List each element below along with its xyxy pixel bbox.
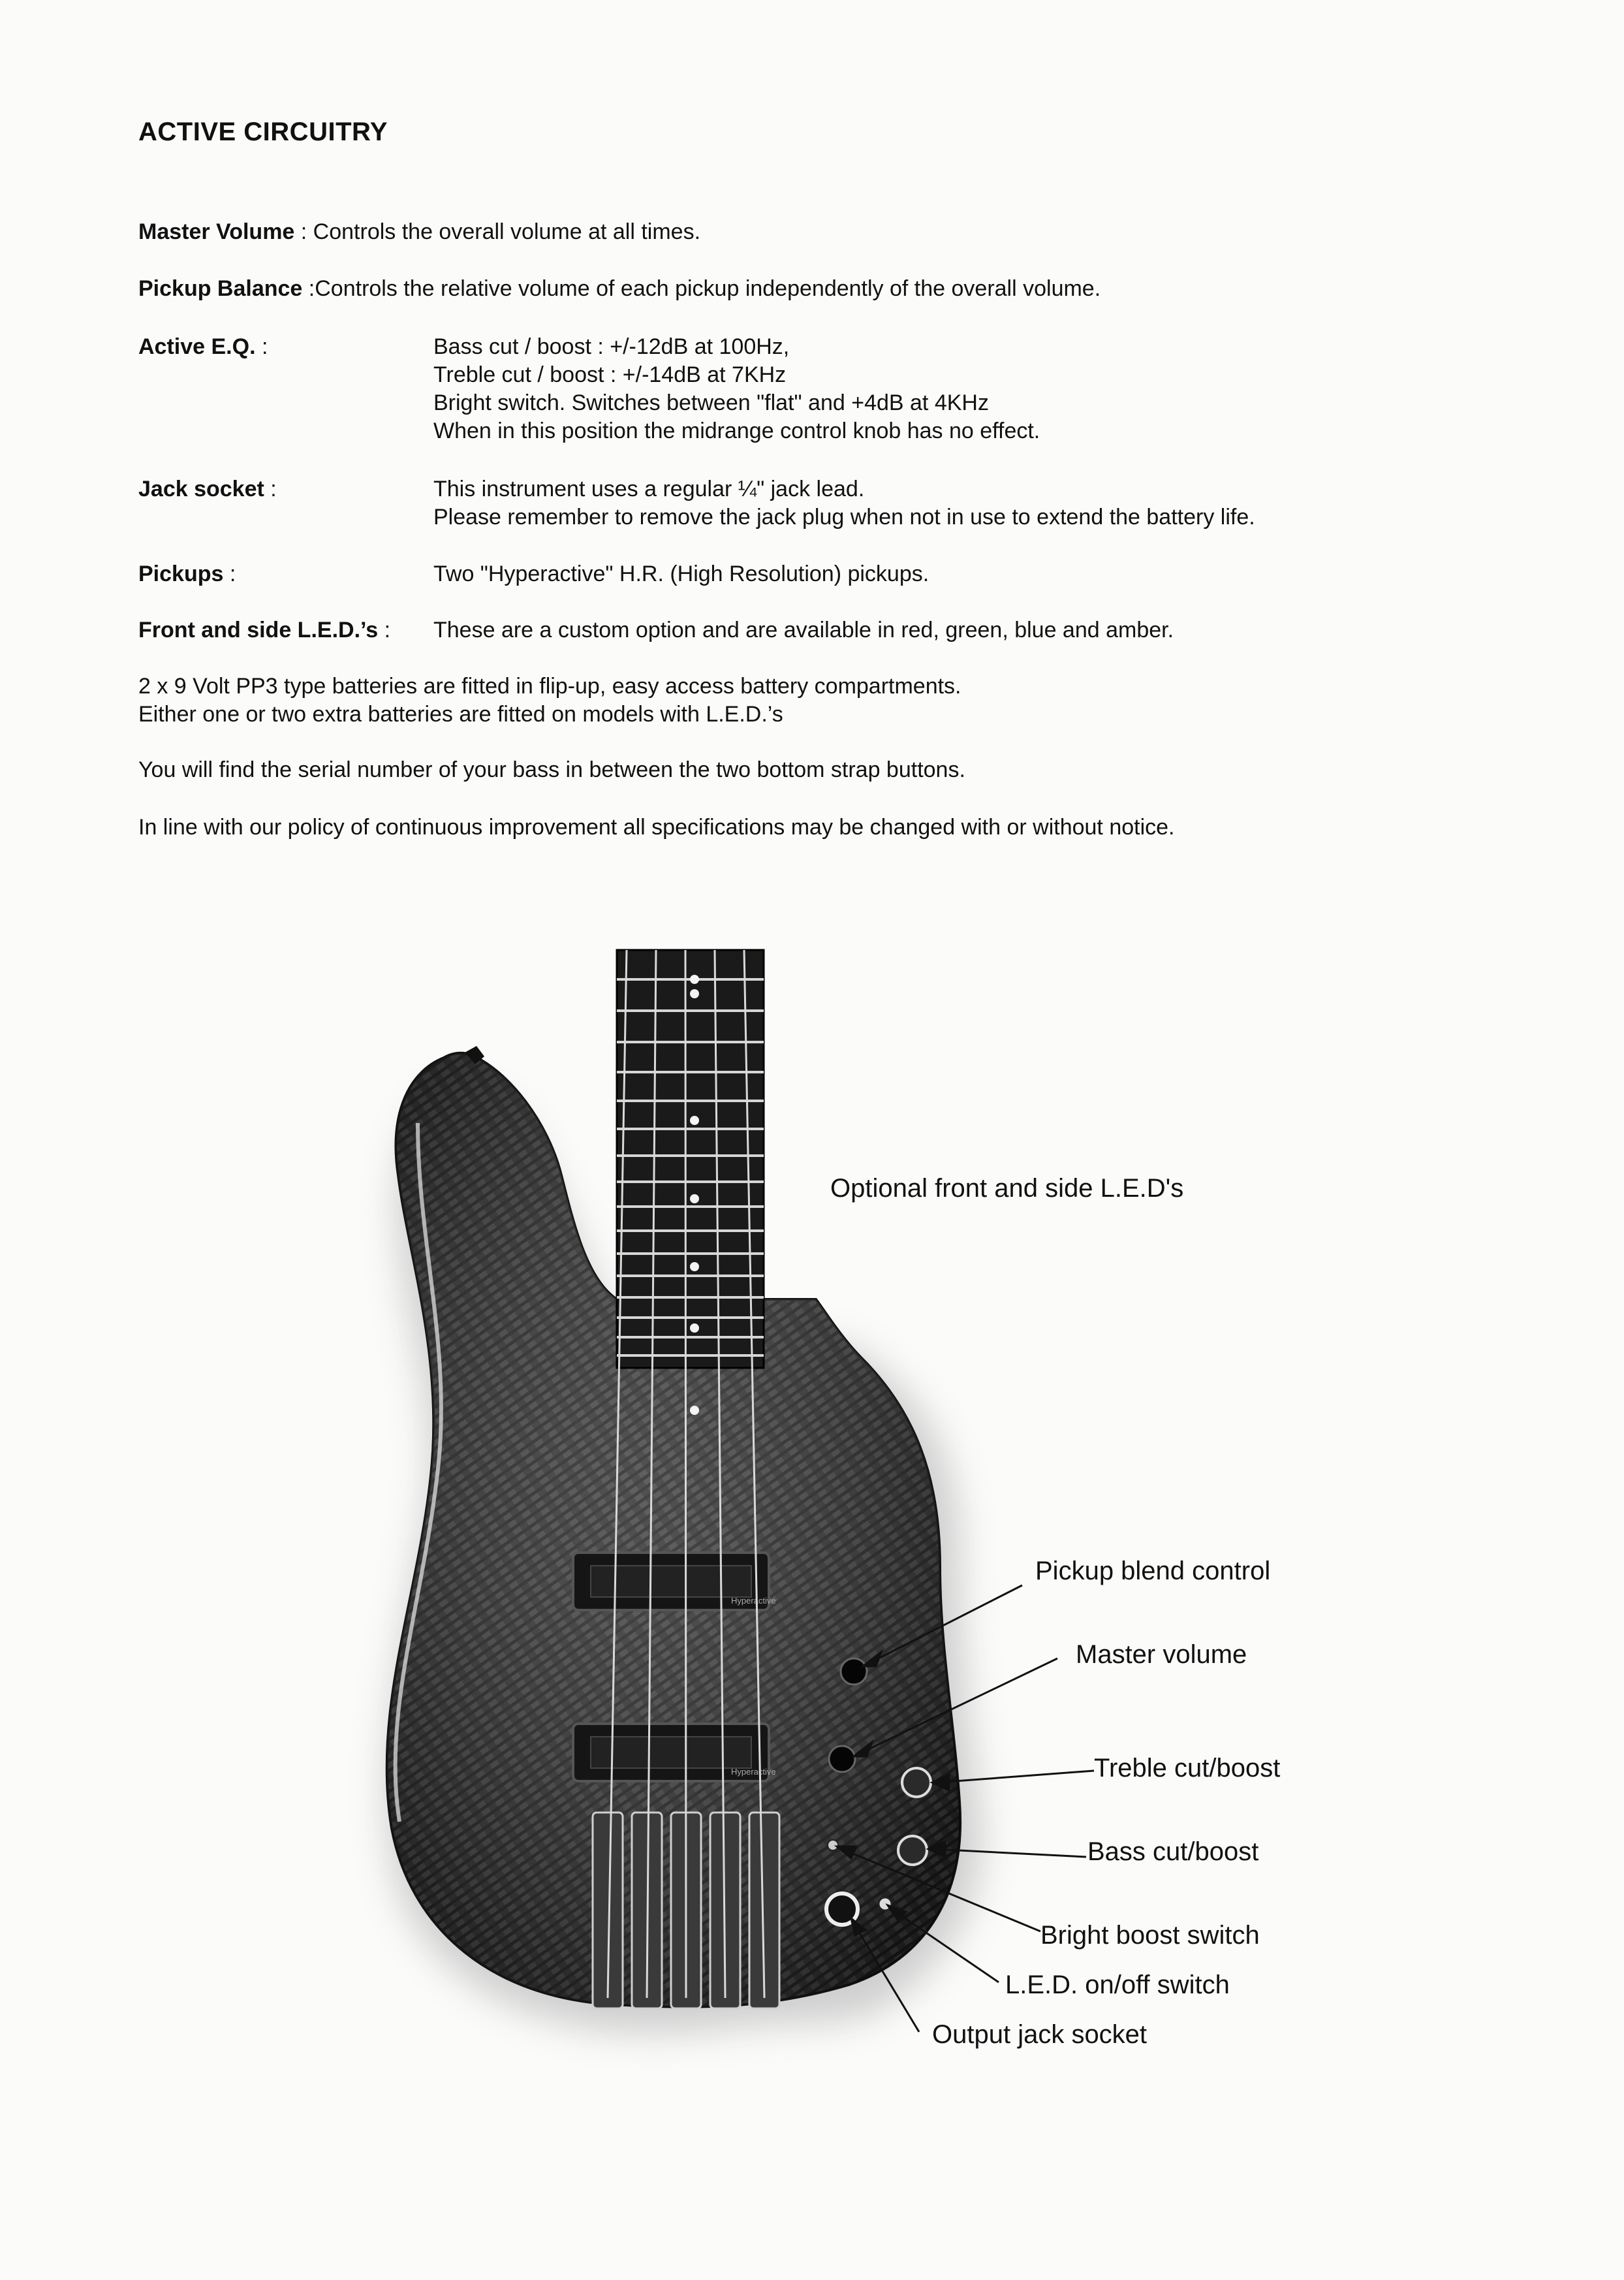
spec-separator: : xyxy=(302,276,315,301)
callout-optional-leds: Optional front and side L.E.D's xyxy=(830,1174,1184,1203)
spec-line: When in this position the midrange control knob has no effect. xyxy=(433,419,1040,443)
spec-term: Master Volume xyxy=(138,219,295,244)
section-heading: ACTIVE CIRCUITRY xyxy=(138,118,388,146)
bright-switch xyxy=(828,1840,838,1850)
spec-separator: : xyxy=(223,562,236,586)
callout-led-switch: L.E.D. on/off switch xyxy=(1005,1971,1230,1999)
spec-text: Controls the overall volume at all times. xyxy=(313,219,701,244)
note-policy: In line with our policy of continuous improvement all specifications may be changed with or without notice. xyxy=(138,815,1175,840)
note-line: Either one or two extra batteries are fitted on models with L.E.D.’s xyxy=(138,702,783,727)
spec-line: Bright switch. Switches between "flat" and +4dB at 4KHz xyxy=(433,390,989,415)
spec-line: Treble cut / boost : +/-14dB at 7KHz xyxy=(433,362,787,387)
callout-master-volume: Master volume xyxy=(1076,1640,1247,1669)
callout-pickup-blend: Pickup blend control xyxy=(1035,1557,1271,1585)
note-serial: You will find the serial number of your bass in between the two bottom strap buttons. xyxy=(138,757,965,782)
spec-line: This instrument uses a regular ¼" jack lead. xyxy=(433,477,865,501)
spec-separator: : xyxy=(255,334,268,359)
spec-line: These are a custom option and are available in red, green, blue and amber. xyxy=(433,618,1174,642)
fretboard xyxy=(617,950,764,1368)
spec-term: Active E.Q. xyxy=(138,334,256,359)
spec-line: Please remember to remove the jack plug when not in use to extend the battery life. xyxy=(433,505,1255,530)
bridge-pickup xyxy=(573,1724,776,1781)
spec-separator: : xyxy=(294,219,313,244)
pickup-label: Hyperactive xyxy=(731,1596,776,1606)
spec-separator: : xyxy=(264,477,277,501)
spec-term: Front and side L.E.D.’s xyxy=(138,618,379,642)
spec-text: Controls the relative volume of each pickup independently of the overall volume. xyxy=(315,276,1101,301)
spec-term: Jack socket xyxy=(138,477,264,501)
spec-term: Pickups xyxy=(138,562,224,586)
master-volume-knob xyxy=(829,1746,855,1772)
neck-pickup xyxy=(573,1553,776,1610)
callout-bright-switch: Bright boost switch xyxy=(1040,1921,1260,1950)
spec-line: Two "Hyperactive" H.R. (High Resolution) pickups. xyxy=(433,562,929,586)
pickup-blend-knob xyxy=(841,1658,867,1685)
callout-bass: Bass cut/boost xyxy=(1087,1837,1259,1866)
callout-output-jack: Output jack socket xyxy=(932,2020,1148,2049)
spec-separator: : xyxy=(378,618,391,642)
note-line: 2 x 9 Volt PP3 type batteries are fitted in flip-up, easy access battery compartments. xyxy=(138,674,961,699)
spec-term: Pickup Balance xyxy=(138,276,303,301)
spec-line: Bass cut / boost : +/-12dB at 100Hz, xyxy=(433,334,790,359)
bass-knob xyxy=(898,1836,927,1865)
pickup-label: Hyperactive xyxy=(731,1767,776,1777)
callout-treble: Treble cut/boost xyxy=(1094,1754,1281,1782)
treble-knob xyxy=(902,1768,931,1797)
